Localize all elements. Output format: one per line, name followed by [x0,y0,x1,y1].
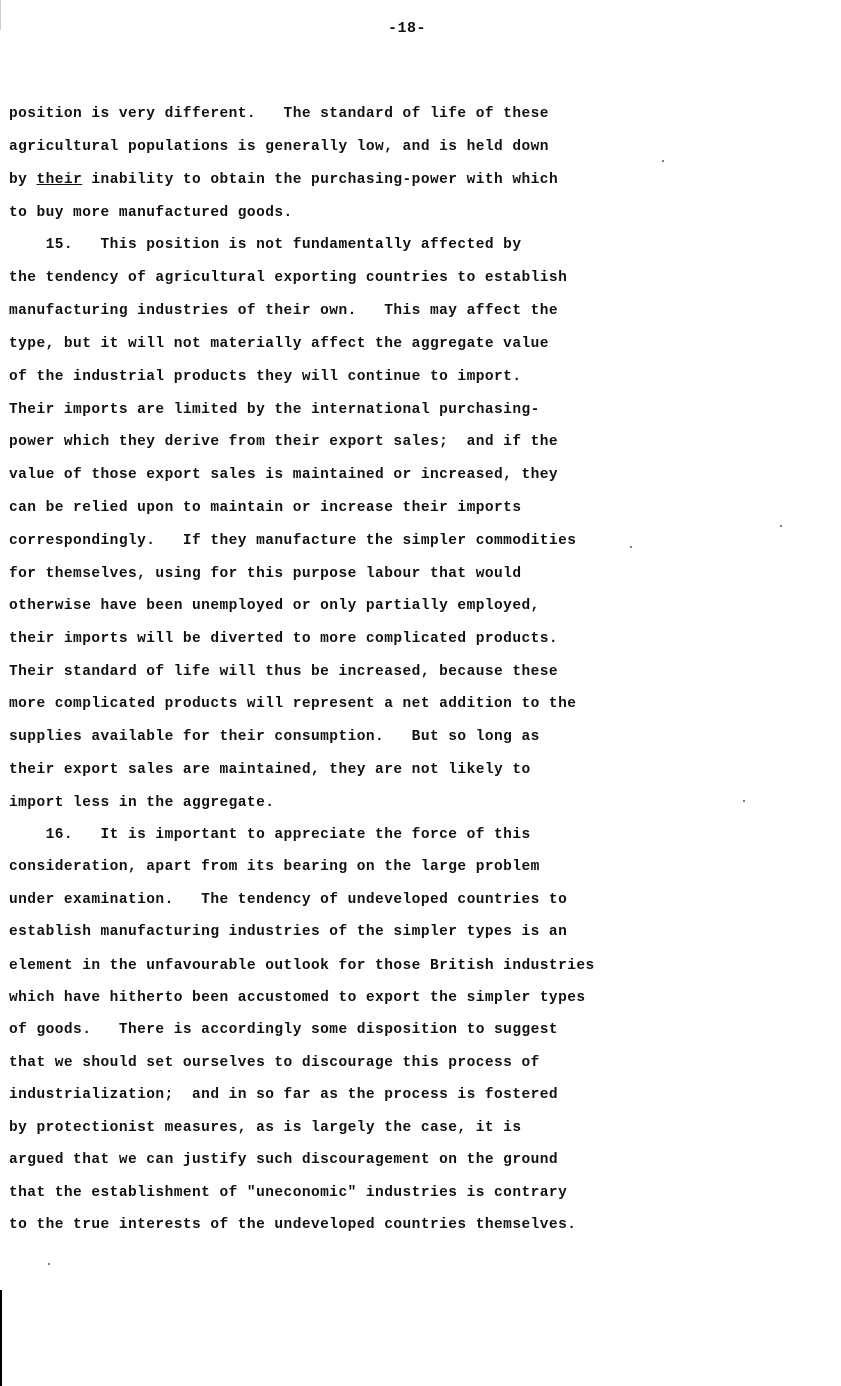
text-line-6: the tendency of agricultural exporting countries to establish [9,270,568,286]
scan-speck [780,525,782,527]
text-line-3-rest: inability to obtain the purchasing-power with which [82,172,559,188]
scan-edge-bottom [0,1290,2,1386]
text-line-13: can be relied upon to maintain or increase their imports [9,500,522,516]
text-line-35: to the true interests of the undeveloped countries themselves. [9,1217,577,1233]
text-line-3-with-underline [9,171,558,189]
paragraph-16-start: 16. It is important to appreciate the force of this [9,827,531,843]
text-line-8: type, but it will not materially affect the aggregate value [9,336,549,352]
underlined-word: their [36,172,83,188]
paragraph-15-start: 15. This position is not fundamentally affected by [9,237,522,253]
text-line-30: that we should set ourselves to discourage this process of [9,1055,540,1071]
scan-speck [662,160,664,162]
text-line-21: their export sales are maintained, they are not likely to [9,762,531,778]
text-line-28: which have hitherto been accustomed to export the simpler types [9,990,586,1006]
page-number: -18- [388,20,427,37]
text-line-9: of the industrial products they will continue to import. [9,369,522,385]
text-line-14: correspondingly. If they manufacture the simpler commodities [9,533,577,549]
text-line-24: consideration, apart from its bearing on the large problem [9,859,540,875]
text-line-10: Their imports are limited by the international purchasing- [9,402,540,418]
scan-edge-top [0,0,1,30]
text-line-32: by protectionist measures, as is largely the case, it is [9,1120,522,1136]
text-line-4: to buy more manufactured goods. [9,205,293,221]
scan-speck [48,1263,50,1265]
text-line-11: power which they derive from their export sales; and if the [9,434,559,450]
text-line-12: value of those export sales is maintained or increased, they [9,467,559,483]
text-line-15: for themselves, using for this purpose labour that would [9,566,522,582]
text-line-2: agricultural populations is generally low, and is held down [9,139,549,155]
text-line-33: argued that we can justify such discouragement on the ground [9,1152,559,1168]
text-line-16: otherwise have been unemployed or only partially employed, [9,598,540,614]
text-line-20: supplies available for their consumption. But so long as [9,729,540,745]
text-line-17: their imports will be diverted to more complicated products. [9,631,559,647]
text-line-25: under examination. The tendency of undeveloped countries to [9,892,568,908]
text-line-19: more complicated products will represent a net addition to the [9,696,577,712]
text-line-1: position is very different. The standard of life of these [9,106,549,122]
text-line-18: Their standard of life will thus be increased, because these [9,664,559,680]
text-line-26: establish manufacturing industries of the simpler types is an [9,924,568,940]
text-line-27: element in the unfavourable outlook for those British industries [9,958,595,974]
scan-speck [630,546,632,548]
scan-speck [743,800,745,802]
text-line-29: of goods. There is accordingly some disposition to suggest [9,1022,559,1038]
text-line-34: that the establishment of "uneconomic" industries is contrary [9,1185,568,1201]
text-line-3-prefix: by [9,172,37,188]
text-line-22: import less in the aggregate. [9,795,275,811]
text-line-31: industrialization; and in so far as the process is fostered [9,1087,559,1103]
text-line-7: manufacturing industries of their own. This may affect the [9,303,559,319]
